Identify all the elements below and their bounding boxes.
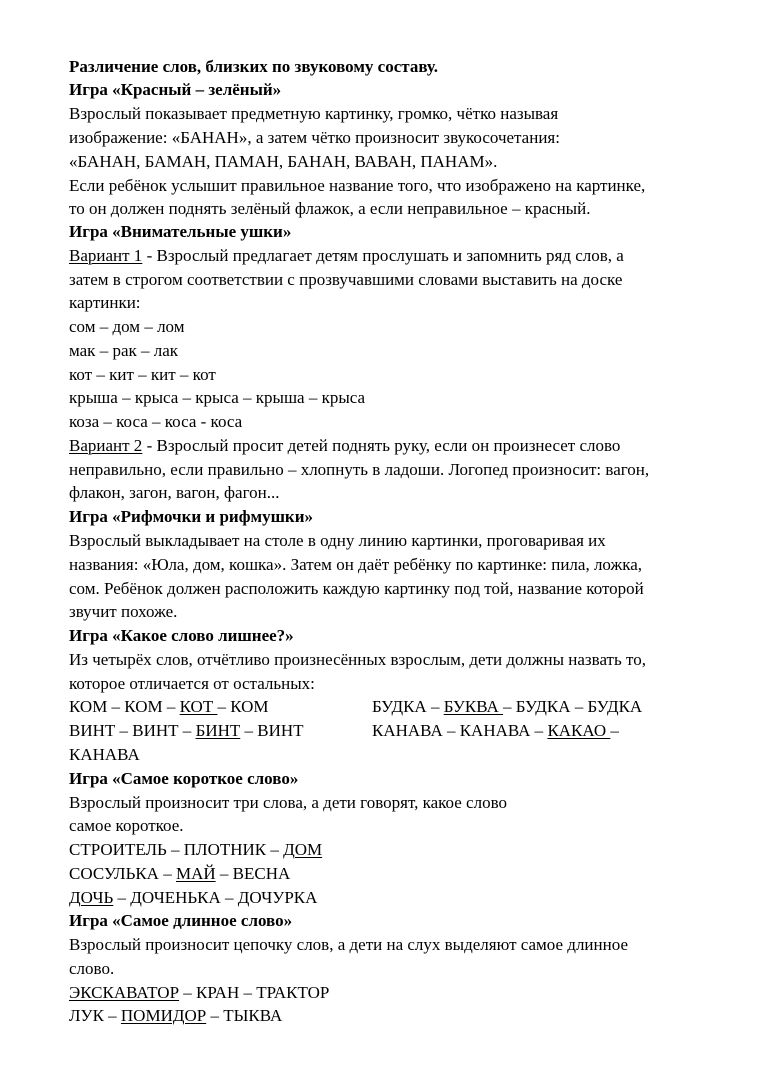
game4-line: Из четырёх слов, отчётливо произнесённых взрослым, дети должны назвать то,	[69, 650, 646, 669]
game6-line: слово.	[69, 959, 115, 978]
word-row: коза – коса – коса - коса	[69, 412, 243, 431]
game3-heading: Игра «Рифмочки и рифмушки»	[69, 507, 314, 526]
word-row: КАНАВА	[69, 745, 140, 764]
game4-line: которое отличается от остальных:	[69, 674, 315, 693]
game6-heading: Игра «Самое длинное слово»	[69, 911, 293, 930]
game6-line: Взрослый произносит цепочку слов, а дети на слух выделяют самое длинное	[69, 935, 628, 954]
variant2-label: Вариант 2	[69, 436, 143, 455]
odd-word: КОТ	[179, 697, 218, 716]
game1-line: «БАНАН, БАМАН, ПАМАН, БАНАН, ВАВАН, ПАНАМ».	[69, 152, 498, 171]
odd-word: БУКВА	[443, 697, 504, 716]
word-row: КАНАВА – КАНАВА – КАКАО –	[372, 721, 619, 740]
word-row: кот – кит – кит – кот	[69, 365, 216, 384]
game1-line: Взрослый показывает предметную картинку, громко, чётко называя	[69, 104, 559, 123]
word-row: ВИНТ – ВИНТ – БИНТ – ВИНТ	[69, 721, 304, 740]
game5-line: самое короткое.	[69, 816, 184, 835]
game5-line: Взрослый произносит три слова, а дети говорят, какое слово	[69, 793, 507, 812]
game2-heading: Игра «Внимательные ушки»	[69, 222, 292, 241]
long-word: ПОМИДОР	[120, 1006, 207, 1025]
word-row: ДОЧЬ – ДОЧЕНЬКА – ДОЧУРКА	[69, 888, 318, 907]
game2-variant2-line: Вариант 2 - Взрослый просит детей поднять руку, если он произнесет слово	[69, 436, 621, 455]
word-row: СТРОИТЕЛЬ – ПЛОТНИК – ДОМ	[69, 840, 323, 859]
word-row: крыша – крыса – крыса – крыша – крыса	[69, 388, 366, 407]
game3-line: названия: «Юла, дом, кошка». Затем он даёт ребёнку по картинке: пила, ложка,	[69, 555, 643, 574]
game1-line: то он должен поднять зелёный флажок, а если неправильное – красный.	[69, 199, 591, 218]
long-word: ЭКСКАВАТОР	[69, 983, 180, 1002]
word-row: БУДКА – БУКВА – БУДКА – БУДКА	[372, 697, 643, 716]
game2-line: флакон, загон, вагон, фагон...	[69, 483, 280, 502]
game4-heading: Игра «Какое слово лишнее?»	[69, 626, 294, 645]
game2-line: неправильно, если правильно – хлопнуть в ладоши. Логопед произносит: вагон,	[69, 460, 650, 479]
game3-line: сом. Ребёнок должен расположить каждую картинку под той, название которой	[69, 579, 644, 598]
variant1-label: Вариант 1	[69, 246, 143, 265]
game1-heading: Игра «Красный – зелёный»	[69, 80, 282, 99]
game1-line: Если ребёнок услышит правильное название того, что изображено на картинке,	[69, 176, 646, 195]
short-word: ДОЧЬ	[69, 888, 114, 907]
word-row: сом – дом – лом	[69, 317, 185, 336]
document-title: Различение слов, близких по звуковому составу.	[69, 57, 438, 76]
game2-line: картинки:	[69, 293, 141, 312]
game1-line: изображение: «БАНАН», а затем чётко произносит звукосочетания:	[69, 128, 560, 147]
word-row: ЛУК – ПОМИДОР – ТЫКВА	[69, 1006, 283, 1025]
short-word: ДОМ	[283, 840, 323, 859]
game2-variant1-line: Вариант 1 - Взрослый предлагает детям прослушать и запомнить ряд слов, а	[69, 246, 624, 265]
game3-line: звучит похоже.	[69, 602, 178, 621]
odd-word: БИНТ	[195, 721, 241, 740]
game5-heading: Игра «Самое короткое слово»	[69, 769, 299, 788]
short-word: МАЙ	[175, 864, 216, 883]
word-row: СОСУЛЬКА – МАЙ – ВЕСНА	[69, 864, 291, 883]
word-row: ЭКСКАВАТОР – КРАН – ТРАКТОР	[69, 983, 330, 1002]
game2-line: затем в строгом соответствии с прозвучавшими словами выставить на доске	[69, 270, 623, 289]
word-row: мак – рак – лак	[69, 341, 179, 360]
odd-word: КАКАО	[547, 721, 611, 740]
game3-line: Взрослый выкладывает на столе в одну линию картинки, проговаривая их	[69, 531, 606, 550]
word-row: КОМ – КОМ – КОТ – КОМ	[69, 697, 269, 716]
